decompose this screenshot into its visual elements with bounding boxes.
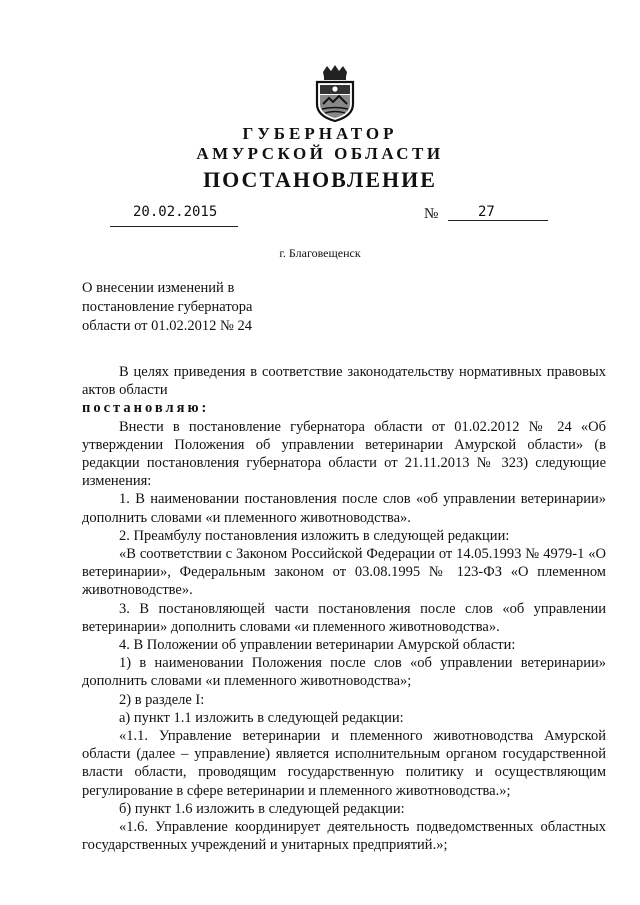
- body-paragraph: «В соответствии с Законом Российской Федерации от 14.05.1993 № 4979-1 «О ветеринарии», Федеральным законом от 03.08.1995 № 123-ФЗ «О племенном животноводстве».: [82, 546, 606, 599]
- header-region: АМУРСКОЙ ОБЛАСТИ: [196, 144, 444, 163]
- coat-of-arms-icon: [313, 64, 357, 122]
- document-subject: [82, 279, 322, 336]
- preamble-paragraph: В целях приведения в соответствие законодательству нормативных правовых актов области: [82, 364, 606, 399]
- city: г. Благовещенск: [279, 246, 361, 260]
- body-paragraph: «1.6. Управление координирует деятельность подведомственных областных государственных учреждений и унитарных предприятий.»;: [82, 819, 606, 854]
- body-paragraph: Внести в постановление губернатора области от 01.02.2012 № 24 «Об утверждении Положения об управлении ветеринарии Амурской области» (в редакции постановления губернатора области от 21.11.2013 № 323) следующие изменения:: [82, 418, 606, 490]
- subject-line: области от 01.02.2012 № 24: [82, 318, 252, 334]
- body-paragraph: а) пункт 1.1 изложить в следующей редакции:: [119, 709, 404, 726]
- body-paragraph: 3. В постановляющей части постановления после слов «об управлении ветеринарии» дополнить словами «и племенного животноводства».: [82, 600, 606, 635]
- body-paragraph: «1.1. Управление ветеринарии и племенного животноводства Амурской области (далее – управление) является исполнительным органом государственной власти области, проводящим государственную политику и осуществляющим регулирование в сфере ветеринарии и племенного животноводства.»;: [82, 728, 606, 799]
- subject-line: постановление губернатора: [82, 299, 253, 315]
- decree-word: постановляю:: [82, 400, 210, 417]
- document-number: 27: [478, 204, 495, 220]
- body-paragraph: 4. В Положении об управлении ветеринарии Амурской области:: [119, 637, 516, 654]
- document-date: 20.02.2015: [133, 204, 218, 220]
- header-title: ГУБЕРНАТОР: [242, 124, 398, 143]
- body-paragraph: 2) в разделе I:: [119, 691, 205, 708]
- document-type: ПОСТАНОВЛЕНИЕ: [203, 167, 437, 192]
- date-underline: [110, 226, 238, 227]
- number-underline: [448, 220, 548, 221]
- body-paragraph: 2. Преамбулу постановления изложить в следующей редакции:: [119, 527, 510, 544]
- number-sign: №: [424, 206, 439, 222]
- body-paragraph: б) пункт 1.6 изложить в следующей редакции:: [119, 800, 405, 817]
- body-paragraph: 1. В наименовании постановления после слов «об управлении ветеринарии» дополнить словами «и племенного животноводства».: [82, 491, 606, 526]
- document-body: [82, 363, 606, 854]
- body-paragraph: 1) в наименовании Положения после слов «об управлении ветеринарии» дополнить словами «и племенного животноводства»;: [82, 655, 606, 690]
- subject-line: О внесении изменений в: [82, 280, 235, 296]
